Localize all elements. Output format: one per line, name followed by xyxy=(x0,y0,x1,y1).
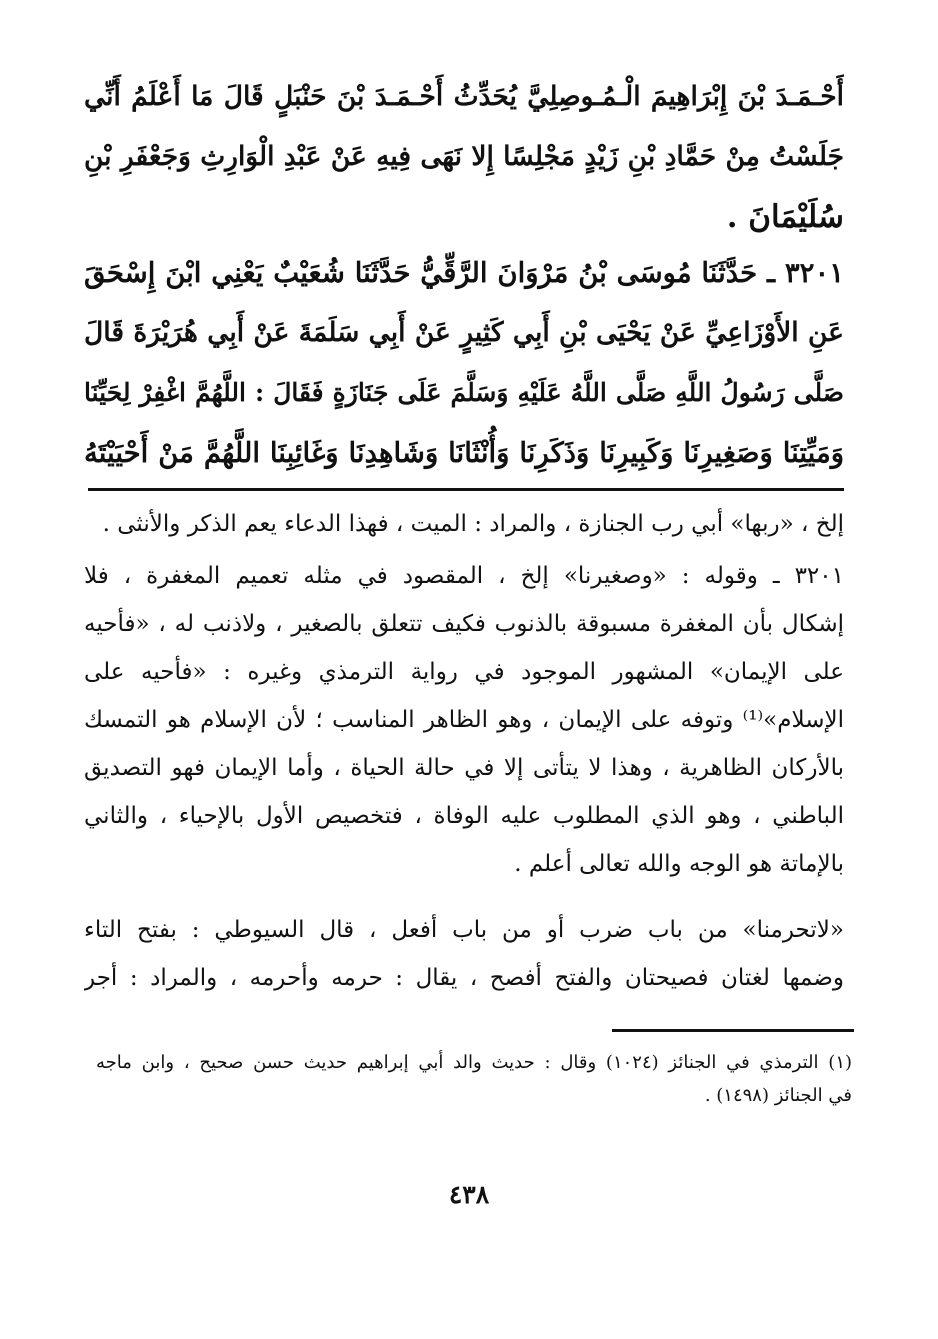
hadith-3201-line-3: صَلَّى رَسُولُ اللَّهِ صَلَّى اللَّهُ عَلَيْهِ وَسَلَّمَ عَلَى جَنَازَةٍ فَقَالَ : اللَّهُمَّ اغْفِرْ لِحَيِّنَا xyxy=(84,378,844,407)
hadith-3201-line-2: عَنِ الأَوْزَاعِيِّ عَنْ يَحْيَى بْنِ أَبِي كَثِيرٍ عَنْ أَبِي سَلَمَةَ عَنْ أَبِي هُرَيْرَةَ قَالَ xyxy=(84,317,844,348)
footnotes xyxy=(96,1046,852,1112)
commentary-line-7: الباطني ، وهو الذي المطلوب عليه الوفاة ، فتخصيص الأول بالإحياء ، والثاني xyxy=(84,803,844,829)
hadith-3201 xyxy=(84,243,844,483)
footnote-line-1: (١) الترمذي في الجنائز (١٠٢٤) وقال : حديث والد أبي إبراهيم حديث حسن صحيح ، وابن ماجه xyxy=(96,1052,852,1073)
commentary-block-3 xyxy=(84,906,844,1002)
footnote-line-2: في الجنائز (١٤٩٨) . xyxy=(704,1085,852,1106)
commentary-line-1: إلخ ، «ربها» أبي رب الجنازة ، والمراد : الميت ، فهذا الدعاء يعم الذكر والأنثى . xyxy=(102,511,844,537)
main-separator-line xyxy=(88,488,844,491)
commentary-line-8: بالإماتة هو الوجه والله تعالى أعلم . xyxy=(514,851,844,877)
commentary-line-2: ٣٢٠١ ـ وقوله : «وصغيرنا» إلخ ، المقصود في مثله تعميم المغفرة ، فلا xyxy=(84,563,844,589)
commentary-line-4: على الإيمان» المشهور الموجود في رواية الترمذي وغيره : «فأحيه على xyxy=(84,659,844,685)
commentary-line-5: الإسلام»⁽¹⁾ وتوفه على الإيمان ، وهو الظاهر المناسب ؛ لأن الإسلام هو التمسك xyxy=(84,707,844,733)
commentary-line-9: «لاتحرمنا» من باب ضرب أو من باب أفعل ، قال السيوطي : بفتح التاء xyxy=(84,917,844,943)
hadith-line-3: سُلَيْمَانَ . xyxy=(726,199,844,235)
commentary-block-2 xyxy=(84,552,844,888)
hadith-line-2: جَلَسْتُ مِنْ حَمَّادِ بْنِ زَيْدٍ مَجْلِسًا إِلا نَهَى فِيهِ عَنْ عَبْدِ الْوَارِثِ وَجَعْفَرِ بْنِ xyxy=(84,141,844,172)
hadith-3201-line-1: ٣٢٠١ ـ حَدَّثَنَا مُوسَى بْنُ مَرْوَانَ الرَّقِّيُّ حَدَّثَنَا شُعَيْبٌ يَعْنِي ابْنَ إِسْحَقَ xyxy=(84,257,844,289)
commentary-line-3: إشكال بأن المغفرة مسبوقة بالذنوب فكيف تتعلق بالصغير ، ولاذنب له ، «فأحيه xyxy=(84,611,844,637)
hadith-3201-line-4: وَمَيِّتِنَا وَصَغِيرِنَا وَكَبِيرِنَا وَذَكَرِنَا وَأُنْثَانَا وَشَاهِدِنَا وَغَائِبِنَا اللَّهُمَّ مَنْ أَحْيَيْتَهُ xyxy=(84,437,844,469)
page-number: ٤٣٨ xyxy=(448,1180,490,1209)
hadith-line-1: أَحْـمَـدَ بْنَ إِبْرَاهِيمَ الْـمُـوصِلِيَّ يُحَدِّثُ أَحْـمَـدَ بْنَ حَنْبَلٍ قَالَ مَا أَعْلَمُ أَنِّي xyxy=(84,81,844,112)
hadith-text-continued xyxy=(84,67,844,247)
footnote-separator-line xyxy=(612,1029,854,1032)
commentary-line-6: بالأركان الظاهرية ، وهذا لا يتأتى إلا في حالة الحياة ، وأما الإيمان فهو التصديق xyxy=(84,755,844,781)
commentary-line-10: وضمها لغتان فصيحتان والفتح أفصح ، يقال : حرمه وأحرمه ، والمراد : أجر xyxy=(84,965,844,991)
commentary-block-1 xyxy=(84,500,844,548)
